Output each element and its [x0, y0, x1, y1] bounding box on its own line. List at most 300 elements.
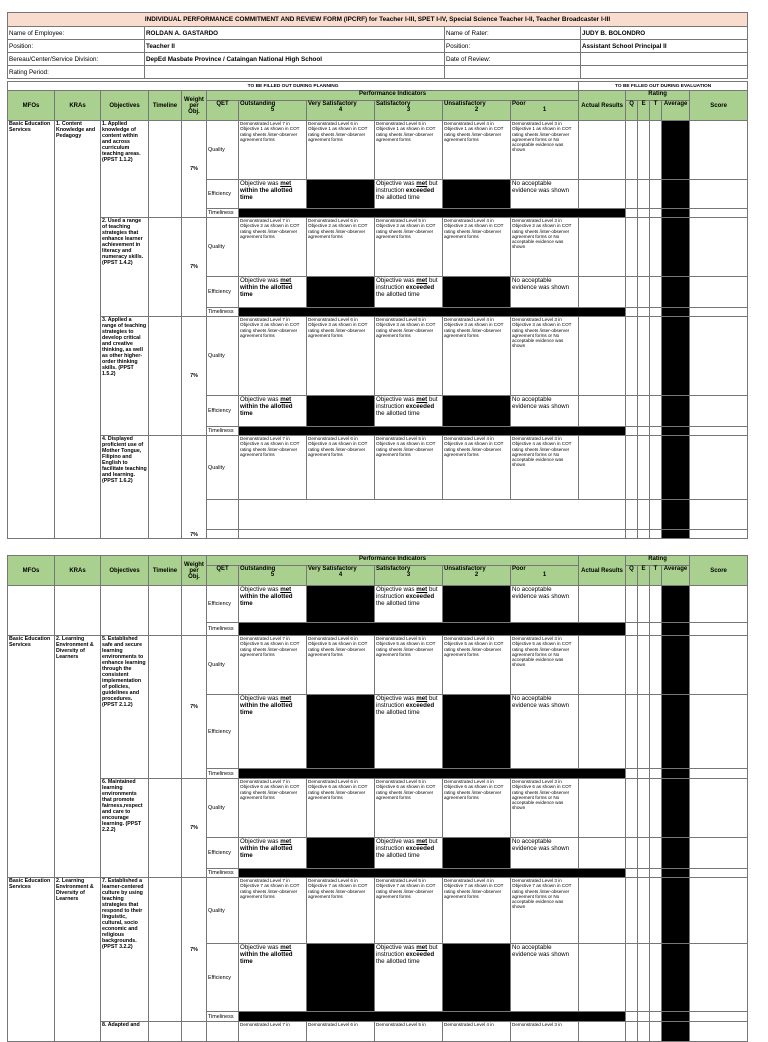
quality-label: Quality [207, 636, 239, 695]
efficiency-text-bold: within the allotted time [240, 593, 293, 608]
actual-results-cell[interactable] [579, 586, 626, 623]
unsatisfactory-number: 2 [474, 107, 479, 113]
rating-t-cell[interactable] [650, 1022, 662, 1042]
rating-q-cell[interactable] [626, 427, 638, 436]
timeliness-label: Timeliness [207, 209, 239, 218]
efficiency-outstanding [239, 944, 307, 1012]
efficiency-text-bold: within the allotted time [240, 284, 293, 299]
rating-header: Rating [626, 91, 690, 101]
indicator-very-satisfactory: Demonstrated Level 6 in Objective 5 as shown in COT rating sheets /inter-observer agreement forms [307, 636, 375, 695]
average-cell [662, 436, 690, 500]
satisfactory-header [375, 566, 443, 586]
score-cell[interactable] [690, 636, 748, 695]
efficiency-poor: No acceptable evidence was shown [511, 180, 579, 209]
rating-q-cell[interactable] [626, 209, 638, 218]
average-cell [662, 209, 690, 218]
actual-results-cell[interactable] [579, 277, 626, 308]
outstanding-header [239, 101, 307, 121]
rating-e-cell[interactable] [638, 436, 650, 500]
actual-results-cell[interactable] [579, 695, 626, 769]
ipcrf-page-2 [7, 555, 747, 1028]
efficiency-text-bold: within the allotted time [240, 187, 293, 202]
objective-5: 5. Established safe and secure learning environments to enhance learning through the consistent implementation of policies, guidelines and procedures. (PPST 2.1.2) [101, 636, 149, 779]
efficiency-label: Efficiency [207, 695, 239, 769]
efficiency-met: met [280, 180, 292, 187]
indicator-poor: Demonstrated Level 3 in Objective 2 as shown in COT rating sheets /inter-observer agreement forms or No acceptable evidence was shown [511, 218, 579, 277]
actual-results-cell[interactable] [579, 436, 626, 500]
rating-period-label: Rating Period: [8, 66, 145, 79]
t-header: T [650, 101, 662, 121]
score-cell[interactable] [690, 1012, 748, 1022]
blank-cell [239, 427, 626, 436]
efficiency-text: but instruction [376, 396, 438, 411]
efficiency-poor: No acceptable evidence was shown [511, 695, 579, 769]
rating-q-cell[interactable] [626, 623, 638, 636]
average-cell [662, 878, 690, 944]
efficiency-text: the allotted time [376, 410, 420, 418]
efficiency-exceeded: exceeded [405, 951, 435, 959]
rating-q-cell[interactable] [626, 277, 638, 308]
score-cell[interactable] [690, 878, 748, 944]
average-cell [662, 586, 690, 623]
indicator-satisfactory: Demonstrated Level 5 in Objective 4 as shown in COT rating sheets /inter-observer agreement forms [375, 436, 443, 500]
efficiency-text: Objective was [240, 944, 281, 951]
efficiency-outstanding [239, 180, 307, 209]
blank-cell [307, 695, 375, 769]
rating-q-cell[interactable] [626, 944, 638, 1012]
indicator-unsatisfactory: Demonstrated Level 4 in [443, 1022, 511, 1042]
rating-t-cell[interactable] [650, 944, 662, 1012]
quality-label: Quality [207, 878, 239, 944]
score-cell[interactable] [690, 1022, 748, 1042]
efficiency-outstanding [239, 695, 307, 769]
rating-e-cell[interactable] [638, 121, 650, 180]
quality-label: Quality [207, 218, 239, 277]
score-cell[interactable] [690, 436, 748, 500]
rating-q-cell[interactable] [626, 218, 638, 277]
indicator-unsatisfactory: Demonstrated Level 4 in Objective 1 as shown in COT rating sheets /inter-observer agreement forms [443, 121, 511, 180]
rating-q-cell[interactable] [626, 1012, 638, 1022]
efficiency-satisfactory [375, 838, 443, 869]
rating-t-cell[interactable] [650, 180, 662, 209]
indicator-outstanding: Demonstrated Level 7 in Objective 7 as shown in COT rating sheets /inter-observer agreement forms [239, 878, 307, 944]
bureau-value: DepEd Masbate Province / Cataingan National High School [145, 53, 445, 66]
efficiency-label: Efficiency [207, 396, 239, 427]
timeline-cell [149, 779, 182, 878]
score-cell[interactable] [690, 308, 748, 317]
average-cell [662, 636, 690, 695]
rating-q-cell[interactable] [626, 586, 638, 623]
rating-t-cell[interactable] [650, 636, 662, 695]
performance-table-page-2 [7, 555, 748, 1042]
satisfactory-label: Satisfactory [376, 566, 411, 572]
average-cell [662, 277, 690, 308]
efficiency-poor: No acceptable evidence was shown [511, 586, 579, 623]
satisfactory-header [375, 101, 443, 121]
blank-cell [307, 277, 375, 308]
actual-results-cell[interactable] [579, 317, 626, 396]
rating-t-cell[interactable] [650, 838, 662, 869]
satisfactory-label: Satisfactory [376, 101, 411, 107]
average-cell [662, 396, 690, 427]
score-cell[interactable] [690, 623, 748, 636]
score-cell[interactable] [690, 121, 748, 180]
efficiency-exceeded: exceeded [405, 593, 435, 601]
efficiency-text: Objective was [240, 277, 281, 284]
rating-e-cell[interactable] [638, 218, 650, 277]
employee-name-label: Name of Employee: [8, 27, 145, 40]
blank-cell [443, 838, 511, 869]
rating-t-cell[interactable] [650, 623, 662, 636]
rating-q-cell[interactable] [626, 869, 638, 878]
indicator-outstanding: Demonstrated Level 7 in Objective 2 as shown in COT rating sheets /inter-observer agreement forms [239, 218, 307, 277]
actual-results-cell[interactable] [579, 180, 626, 209]
efficiency-poor: No acceptable evidence was shown [511, 396, 579, 427]
rating-e-cell[interactable] [638, 623, 650, 636]
rating-e-cell[interactable] [638, 308, 650, 317]
rater-position-label: Position: [445, 40, 581, 53]
rating-e-cell[interactable] [638, 1022, 650, 1042]
timeliness-label: Timeliness [207, 1012, 239, 1022]
average-cell [662, 121, 690, 180]
efficiency-text: Objective was [240, 695, 281, 702]
unsatisfactory-label: Unsatisfactory [444, 101, 486, 107]
mfo-cell: Basic Education Services [8, 878, 55, 1042]
rating-e-cell[interactable] [638, 944, 650, 1012]
blank-cell [307, 586, 375, 623]
indicator-satisfactory: Demonstrated Level 5 in Objective 1 as shown in COT rating sheets /inter-observer agreement forms [375, 121, 443, 180]
rating-q-cell[interactable] [626, 878, 638, 944]
rating-t-cell[interactable] [650, 769, 662, 779]
efficiency-met: met [280, 944, 292, 951]
efficiency-poor: No acceptable evidence was shown [511, 944, 579, 1012]
rating-e-cell[interactable] [638, 779, 650, 838]
objective-7: 7. Established a learner-centered culture by using teaching strategies that respond to their linguistic, cultural, socio economic and religious backgrounds. (PPST 3.2.2) [101, 878, 149, 1022]
efficiency-text: the allotted time [376, 852, 420, 860]
efficiency-satisfactory [375, 586, 443, 623]
blank-cell [307, 396, 375, 427]
poor-header [511, 566, 579, 586]
rating-period-value [145, 66, 445, 79]
rating-q-cell[interactable] [626, 317, 638, 396]
outstanding-header [239, 566, 307, 586]
weight-cell [182, 436, 207, 539]
indicator-unsatisfactory: Demonstrated Level 4 in Objective 7 as shown in COT rating sheets /inter-observer agreement forms [443, 878, 511, 944]
rating-e-cell[interactable] [638, 869, 650, 878]
blank-cell [443, 180, 511, 209]
score-cell[interactable] [690, 317, 748, 396]
rating-t-cell[interactable] [650, 317, 662, 396]
date-of-review-label: Date of Review: [445, 53, 581, 66]
timeliness-label: Timeliness [207, 769, 239, 779]
rating-t-cell[interactable] [650, 209, 662, 218]
efficiency-outstanding [239, 277, 307, 308]
efficiency-satisfactory [375, 695, 443, 769]
indicator-unsatisfactory: Demonstrated Level 4 in Objective 6 as shown in COT rating sheets /inter-observer agreement forms [443, 779, 511, 838]
objective-1: 1. Applied knowledge of content within and across curriculum teaching areas. (PPST 1.1.2) [101, 121, 149, 218]
actual-results-cell[interactable] [579, 396, 626, 427]
average-cell [662, 838, 690, 869]
rating-header: Rating [626, 556, 690, 566]
efficiency-met: met [416, 586, 428, 593]
rating-q-cell[interactable] [626, 396, 638, 427]
efficiency-exceeded: exceeded [405, 403, 435, 411]
rating-q-cell[interactable] [626, 121, 638, 180]
efficiency-outstanding [239, 838, 307, 869]
t-header: T [650, 566, 662, 586]
performance-table-page-1 [7, 81, 748, 539]
actual-results-cell[interactable] [579, 636, 626, 695]
efficiency-text: Objective was [376, 180, 417, 187]
rating-t-cell[interactable] [650, 277, 662, 308]
rating-e-cell[interactable] [638, 838, 650, 869]
outstanding-number: 5 [270, 107, 275, 113]
rating-t-cell[interactable] [650, 121, 662, 180]
efficiency-text: Objective was [240, 396, 281, 403]
very-satisfactory-label: Very Satisfactory [308, 101, 357, 107]
indicator-satisfactory: Demonstrated Level 5 in Objective 2 as shown in COT rating sheets /inter-observer agreement forms [375, 218, 443, 277]
kras-header: KRAs [55, 91, 101, 121]
very-satisfactory-number: 4 [338, 107, 343, 113]
efficiency-label: Efficiency [207, 586, 239, 623]
rating-q-cell[interactable] [626, 436, 638, 500]
rating-q-cell[interactable] [626, 779, 638, 838]
rating-e-cell[interactable] [638, 396, 650, 427]
rating-e-cell[interactable] [638, 277, 650, 308]
blank-cell [239, 308, 626, 317]
poor-header [511, 101, 579, 121]
efficiency-text: Objective was [240, 586, 281, 593]
weight-cell: 7% [182, 121, 207, 218]
efficiency-text: Objective was [376, 838, 417, 845]
unsatisfactory-label: Unsatisfactory [444, 566, 486, 572]
actual-results-cell[interactable] [579, 838, 626, 869]
average-cell [662, 869, 690, 878]
weight-cell: 7% [182, 317, 207, 436]
indicator-outstanding: Demonstrated Level 7 in Objective 1 as shown in COT rating sheets /inter-observer agreement forms [239, 121, 307, 180]
actual-results-header: Actual Results [579, 556, 626, 586]
rating-e-cell[interactable] [638, 636, 650, 695]
rating-q-cell[interactable] [626, 695, 638, 769]
score-cell[interactable] [690, 396, 748, 427]
actual-results-cell[interactable] [579, 944, 626, 1012]
objective-4: 4. Displayed proficient use of Mother Tongue, Filipino and English to facilitate teaching and learning. (PPST 1.6.2) [101, 436, 149, 539]
rater-name-label: Name of Rater: [445, 27, 581, 40]
outstanding-number: 5 [270, 572, 275, 578]
indicator-poor: Demonstrated Level 3 in Objective 5 as shown in COT rating sheets /inter-observer agreement forms or No acceptable evidence was shown [511, 636, 579, 695]
efficiency-text: but instruction [376, 586, 438, 601]
poor-label: Poor [512, 101, 526, 107]
score-cell[interactable] [690, 695, 748, 769]
ipcrf-page-1 [7, 12, 747, 538]
rating-e-cell[interactable] [638, 180, 650, 209]
actual-results-header: Actual Results [579, 91, 626, 121]
efficiency-met: met [280, 277, 292, 284]
actual-results-cell[interactable] [579, 121, 626, 180]
rating-t-cell[interactable] [650, 396, 662, 427]
rating-e-cell[interactable] [638, 427, 650, 436]
efficiency-text: Objective was [376, 944, 417, 951]
objectives-header: Objectives [101, 556, 149, 586]
score-cell[interactable] [690, 779, 748, 838]
quality-label: Quality [207, 317, 239, 396]
objective-3: 3. Applied a range of teaching strategies to develop critical and creative thinking, as well as other higher-order thinking skills. (PPST 1.5.2) [101, 317, 149, 436]
score-cell[interactable] [690, 218, 748, 277]
performance-indicators-header: Performance Indicators [207, 556, 579, 566]
rating-q-cell[interactable] [626, 769, 638, 779]
efficiency-outstanding [239, 586, 307, 623]
average-cell [662, 1022, 690, 1042]
actual-results-cell[interactable] [579, 779, 626, 838]
efficiency-text-bold: within the allotted time [240, 702, 293, 717]
rating-e-cell[interactable] [638, 769, 650, 779]
average-cell [662, 427, 690, 436]
kra-cell: 2. Learning Environment & Diversity of Learners [55, 878, 101, 1042]
efficiency-poor: No acceptable evidence was shown [511, 838, 579, 869]
efficiency-text: Objective was [376, 695, 417, 702]
efficiency-exceeded: exceeded [405, 284, 435, 292]
rating-t-cell[interactable] [650, 586, 662, 623]
indicator-outstanding: Demonstrated Level 7 in Objective 3 as shown in COT rating sheets /inter-observer agreement forms [239, 317, 307, 396]
score-cell[interactable] [690, 427, 748, 436]
average-cell [662, 218, 690, 277]
poor-number: 1 [542, 107, 547, 113]
timeline-header: Timeline [149, 556, 182, 586]
score-cell[interactable] [690, 209, 748, 218]
score-cell[interactable] [690, 944, 748, 1012]
score-header: Score [690, 91, 748, 121]
efficiency-outstanding [239, 396, 307, 427]
rating-q-cell[interactable] [626, 838, 638, 869]
actual-results-cell[interactable] [579, 1022, 626, 1042]
indicator-satisfactory: Demonstrated Level 5 in Objective 5 as shown in COT rating sheets /inter-observer agreement forms [375, 636, 443, 695]
score-cell[interactable] [690, 869, 748, 878]
timeliness-label: Timeliness [207, 308, 239, 317]
blank-cell [307, 180, 375, 209]
weight-value: 7% [190, 532, 198, 538]
kra-cell: 2. Learning Environment & Diversity of Learners [55, 636, 101, 878]
efficiency-label: Efficiency [207, 180, 239, 209]
timeline-cell [149, 317, 182, 436]
actual-results-cell[interactable] [579, 878, 626, 944]
rating-t-cell[interactable] [650, 436, 662, 500]
weight-cell: 7% [182, 878, 207, 1022]
efficiency-text: Objective was [376, 277, 417, 284]
blank-cell [443, 396, 511, 427]
quality-label: Quality [207, 121, 239, 180]
qet-header: QET [207, 566, 239, 586]
score-cell[interactable] [690, 180, 748, 209]
rating-t-cell[interactable] [650, 1012, 662, 1022]
blank-cell [443, 944, 511, 1012]
rating-e-cell[interactable] [638, 209, 650, 218]
timeliness-label: Timeliness [207, 427, 239, 436]
blank-cell [239, 869, 626, 878]
average-cell [662, 317, 690, 396]
rating-t-cell[interactable] [650, 878, 662, 944]
rating-t-cell[interactable] [650, 308, 662, 317]
average-cell [662, 308, 690, 317]
rating-q-cell[interactable] [626, 180, 638, 209]
efficiency-text-bold: within the allotted time [240, 845, 293, 860]
rating-t-cell[interactable] [650, 695, 662, 769]
rating-q-cell[interactable] [626, 1022, 638, 1042]
score-cell[interactable] [690, 586, 748, 623]
mfos-header: MFOs [8, 556, 55, 586]
efficiency-met: met [280, 586, 292, 593]
indicator-unsatisfactory: Demonstrated Level 4 in Objective 4 as shown in COT rating sheets /inter-observer agreement forms [443, 436, 511, 500]
quality-label: Quality [207, 779, 239, 838]
indicator-satisfactory: Demonstrated Level 5 in Objective 3 as shown in COT rating sheets /inter-observer agreement forms [375, 317, 443, 396]
q-header: Q [626, 101, 638, 121]
blank-cell [239, 769, 626, 779]
average-cell [662, 180, 690, 209]
indicator-outstanding: Demonstrated Level 7 in [239, 1022, 307, 1042]
timeline-cell [149, 436, 182, 539]
rating-e-cell[interactable] [638, 317, 650, 396]
score-cell[interactable] [690, 769, 748, 779]
very-satisfactory-header [307, 566, 375, 586]
score-cell[interactable] [690, 277, 748, 308]
position-value: Teacher II [145, 40, 445, 53]
blank-cell [443, 586, 511, 623]
e-header: E [638, 101, 650, 121]
rating-t-cell[interactable] [650, 779, 662, 838]
indicator-very-satisfactory: Demonstrated Level 6 in Objective 3 as shown in COT rating sheets /inter-observer agreement forms [307, 317, 375, 396]
rating-q-cell[interactable] [626, 308, 638, 317]
efficiency-satisfactory [375, 277, 443, 308]
indicator-very-satisfactory: Demonstrated Level 6 in [307, 1022, 375, 1042]
efficiency-met: met [416, 180, 428, 187]
efficiency-met: met [416, 944, 428, 951]
rating-q-cell[interactable] [626, 636, 638, 695]
efficiency-met: met [416, 695, 428, 702]
planning-bar: TO BE FILLED OUT DURING PLANNING [8, 82, 579, 91]
blank-cell [307, 944, 375, 1012]
rating-t-cell[interactable] [650, 427, 662, 436]
outstanding-label: Outstanding [240, 101, 276, 107]
rating-t-cell[interactable] [650, 869, 662, 878]
efficiency-text: but instruction [376, 944, 438, 959]
indicator-satisfactory: Demonstrated Level 5 in Objective 6 as shown in COT rating sheets /inter-observer agreement forms [375, 779, 443, 838]
e-header: E [638, 566, 650, 586]
efficiency-text: the allotted time [376, 709, 420, 717]
indicator-very-satisfactory: Demonstrated Level 6 in Objective 2 as shown in COT rating sheets /inter-observer agreement forms [307, 218, 375, 277]
objective-8: 8. Adapted and [101, 1022, 149, 1042]
indicator-unsatisfactory: Demonstrated Level 4 in Objective 5 as shown in COT rating sheets /inter-observer agreement forms [443, 636, 511, 695]
timeline-header: Timeline [149, 91, 182, 121]
score-cell[interactable] [690, 838, 748, 869]
rating-e-cell[interactable] [638, 878, 650, 944]
rating-e-cell[interactable] [638, 695, 650, 769]
efficiency-text: but instruction [376, 277, 438, 292]
indicator-poor: Demonstrated Level 3 in Objective 4 as shown in COT rating sheets /inter-observer agreement forms or No acceptable evidence was shown [511, 436, 579, 500]
weight-cell: 7% [182, 636, 207, 779]
efficiency-text: but instruction [376, 695, 438, 710]
objective-6: 6. Maintained learning environments that promote fairness,respect and care to encourage learning. (PPST 2.2.2) [101, 779, 149, 878]
blank-cell [239, 209, 626, 218]
rating-e-cell[interactable] [638, 586, 650, 623]
indicator-poor: Demonstrated Level 3 in Objective 7 as shown in COT rating sheets /inter-observer agreement forms or No acceptable evidence was shown [511, 878, 579, 944]
efficiency-text: but instruction [376, 180, 438, 195]
timeline-cell [149, 121, 182, 218]
rating-t-cell[interactable] [650, 218, 662, 277]
rating-e-cell[interactable] [638, 1012, 650, 1022]
form-title: INDIVIDUAL PERFORMANCE COMMITMENT AND REVIEW FORM (IPCRF) for Teacher I-III, SPET I-IV, Special Science Teacher I-II, Teacher Broadcaster I-III [8, 13, 748, 27]
indicator-satisfactory: Demonstrated Level 5 in [375, 1022, 443, 1042]
timeline-cell [149, 878, 182, 1022]
actual-results-cell[interactable] [579, 218, 626, 277]
